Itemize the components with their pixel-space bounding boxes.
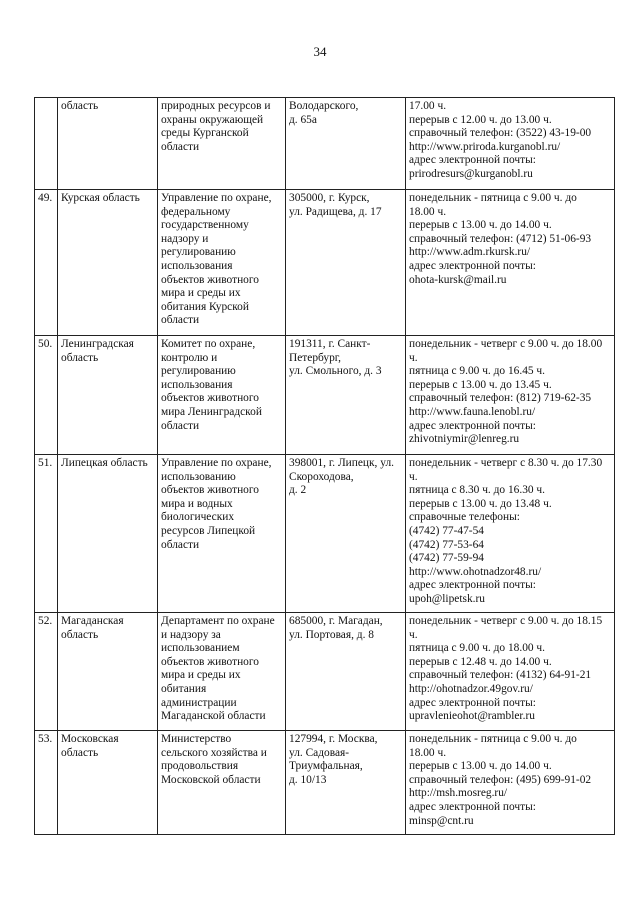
address-line: Володарского, [289, 100, 359, 112]
address-line: Петербург, [289, 351, 341, 364]
info-line: понедельник - пятница с 9.00 ч. до [409, 192, 577, 204]
website-link[interactable]: http://ohotnadzor.49gov.ru/ [409, 682, 533, 695]
info-line: справочный телефон: (812) 719-62-35 [409, 392, 592, 405]
email-link[interactable]: zhivotniymir@lenreg.ru [409, 433, 520, 446]
info-line: адрес электронной почты: [409, 419, 536, 432]
website-link[interactable]: http://www.priroda.kurganobl.ru/ [409, 140, 561, 153]
address-cell [286, 731, 406, 835]
agency-line: Комитет по охране, [161, 338, 256, 350]
address-line: 127994, г. Москва, [289, 733, 378, 745]
agency-line: обитания Курской [161, 300, 249, 313]
agency-line: области [161, 538, 200, 551]
agency-line: администрации [161, 696, 237, 709]
address-line: ул. Портовая, д. 8 [289, 628, 374, 641]
region-line: Магаданская [61, 615, 124, 627]
region-line: Липецкая область [61, 457, 148, 469]
agency-line: регулированию [161, 365, 236, 378]
region-line: Ленинградская [61, 338, 134, 350]
agency-line: сельского хозяйства и [161, 746, 267, 759]
info-line: справочные телефоны: [409, 511, 520, 524]
agency-line: Московской области [161, 773, 261, 786]
agency-line: мира и среды их [161, 669, 241, 682]
address-line: д. 10/13 [289, 773, 327, 786]
agency-line: области [161, 140, 200, 153]
agency-line: использованием [161, 642, 240, 655]
info-line: понедельник - четверг с 9.00 ч. до 18.15 [409, 615, 603, 627]
region-cell [58, 455, 158, 613]
agency-line: охраны окружающей [161, 113, 264, 126]
agency-line: ресурсов Липецкой [161, 524, 256, 537]
address-cell [286, 190, 406, 336]
region-cell [58, 336, 158, 455]
page-number: 34 [313, 44, 327, 59]
agency-cell [158, 731, 286, 835]
info-line: 17.00 ч. [409, 100, 447, 112]
info-cell [406, 731, 615, 835]
info-line: понедельник - четверг с 8.30 ч. до 17.30 [409, 457, 603, 469]
table-row [35, 731, 615, 835]
info-line: справочный телефон: (4712) 51-06-93 [409, 232, 592, 245]
agency-line: использования [161, 378, 233, 391]
info-line: ч. [409, 628, 418, 641]
agency-line: объектов животного [161, 655, 259, 668]
row-number-cell: 50. [35, 336, 58, 455]
address-cell [286, 336, 406, 455]
info-line: ч. [409, 351, 418, 364]
info-line: перерыв с 13.00 ч. до 14.00 ч. [409, 219, 552, 232]
agency-line: государственному [161, 219, 249, 232]
agency-line: объектов животного [161, 273, 259, 286]
address-line: 398001, г. Липецк, ул. [289, 457, 394, 469]
agencies-table [34, 97, 615, 835]
table-row [35, 455, 615, 613]
email-link[interactable]: upoh@lipetsk.ru [409, 592, 485, 605]
address-line: 191311, г. Санкт- [289, 338, 371, 350]
info-line: пятница с 9.00 ч. до 18.00 ч. [409, 642, 546, 655]
info-line: адрес электронной почты: [409, 696, 536, 709]
info-cell [406, 336, 615, 455]
info-line: справочный телефон: (4132) 64-91-21 [409, 669, 592, 682]
address-line: 685000, г. Магадан, [289, 615, 383, 627]
info-cell [406, 455, 615, 613]
info-line: адрес электронной почты: [409, 579, 536, 592]
info-line: 18.00 ч. [409, 205, 447, 218]
phone-line: (4742) 77-47-54 [409, 524, 484, 537]
agency-cell [158, 98, 286, 190]
info-line: перерыв с 12.00 ч. до 13.00 ч. [409, 113, 552, 126]
agency-line: регулированию [161, 246, 236, 259]
address-line: д. 2 [289, 484, 307, 497]
table-body [35, 98, 615, 835]
address-cell [286, 455, 406, 613]
region-line: область [61, 100, 99, 112]
info-line: перерыв с 13.00 ч. до 13.48 ч. [409, 497, 552, 510]
region-line: область [61, 351, 99, 364]
address-line: Скороходова, [289, 470, 354, 483]
info-line: адрес электронной почты: [409, 259, 536, 272]
agency-line: Департамент по охране [161, 615, 275, 627]
address-line: ул. Смольного, д. 3 [289, 365, 382, 378]
row-number-cell [35, 98, 58, 190]
agency-cell [158, 613, 286, 731]
address-cell [286, 98, 406, 190]
info-cell [406, 613, 615, 731]
row-number-cell: 49. [35, 190, 58, 336]
region-cell [58, 613, 158, 731]
agency-line: объектов животного [161, 392, 259, 405]
agency-line: надзору и [161, 232, 209, 245]
email-link[interactable]: minsp@cnt.ru [409, 814, 474, 827]
region-line: Московская [61, 733, 119, 745]
region-line: область [61, 746, 99, 759]
info-line: перерыв с 13.00 ч. до 14.00 ч. [409, 760, 552, 773]
table-row [35, 98, 615, 190]
agency-line: продовольствия [161, 760, 239, 773]
row-number-cell: 51. [35, 455, 58, 613]
region-line: область [61, 628, 99, 641]
email-link[interactable]: ohota-kursk@mail.ru [409, 273, 507, 286]
region-cell [58, 98, 158, 190]
agency-line: биологических [161, 511, 235, 524]
table-row [35, 613, 615, 731]
agency-cell [158, 455, 286, 613]
info-line: пятница с 9.00 ч. до 16.45 ч. [409, 365, 546, 378]
address-line: ул. Радищева, д. 17 [289, 205, 382, 218]
agency-line: области [161, 419, 200, 432]
agency-line: Управление по охране, [161, 192, 272, 204]
address-line: ул. Садовая- [289, 746, 350, 759]
agency-line: и надзору за [161, 628, 221, 641]
agency-cell [158, 190, 286, 336]
agency-line: федеральному [161, 205, 231, 218]
address-line: Триумфальная, [289, 760, 363, 773]
website-link[interactable]: http://www.ohotnadzor48.ru/ [409, 565, 542, 578]
info-line: понедельник - пятница с 9.00 ч. до [409, 733, 577, 745]
agency-line: мира Ленинградской [161, 405, 262, 418]
row-number-cell: 52. [35, 613, 58, 731]
table-row [35, 336, 615, 455]
region-cell [58, 731, 158, 835]
table-row [35, 190, 615, 336]
address-line: д. 65а [289, 113, 317, 126]
agency-cell [158, 336, 286, 455]
agency-line: объектов животного [161, 484, 259, 497]
agency-line: контролю и [161, 351, 218, 364]
region-cell [58, 190, 158, 336]
info-line: адрес электронной почты: [409, 800, 536, 813]
website-link[interactable]: http://www.adm.rkursk.ru/ [409, 246, 531, 259]
info-line: 18.00 ч. [409, 746, 447, 759]
info-line: пятница с 8.30 ч. до 16.30 ч. [409, 484, 546, 497]
agency-line: природных ресурсов и [161, 100, 271, 112]
agency-line: использованию [161, 470, 236, 483]
agency-line: обитания [161, 682, 207, 695]
agency-line: Магаданской области [161, 710, 266, 723]
agency-line: мира и среды их [161, 287, 241, 300]
info-line: понедельник - четверг с 9.00 ч. до 18.00 [409, 338, 603, 350]
info-line: справочный телефон: (3522) 43-19-00 [409, 127, 592, 140]
agency-line: Управление по охране, [161, 457, 272, 469]
info-line: справочный телефон: (495) 699-91-02 [409, 773, 592, 786]
row-number-cell: 53. [35, 731, 58, 835]
email-link[interactable]: prirodresurs@kurganobl.ru [409, 167, 533, 180]
agency-line: Министерство [161, 733, 232, 745]
website-link[interactable]: http://www.fauna.lenobl.ru/ [409, 405, 536, 418]
agency-line: среды Курганской [161, 127, 249, 140]
info-cell [406, 190, 615, 336]
info-line: перерыв с 12.48 ч. до 14.00 ч. [409, 655, 552, 668]
email-link[interactable]: upravlenieohot@rambler.ru [409, 710, 535, 723]
address-cell [286, 613, 406, 731]
info-line: адрес электронной почты: [409, 154, 536, 167]
phone-line: (4742) 77-53-64 [409, 538, 484, 551]
info-cell [406, 98, 615, 190]
region-line: Курская область [61, 192, 140, 204]
info-line: ч. [409, 470, 418, 483]
agency-line: использования [161, 259, 233, 272]
website-link[interactable]: http://msh.mosreg.ru/ [409, 787, 508, 800]
address-line: 305000, г. Курск, [289, 192, 370, 204]
phone-line: (4742) 77-59-94 [409, 552, 484, 565]
agency-line: области [161, 314, 200, 327]
info-line: перерыв с 13.00 ч. до 13.45 ч. [409, 378, 552, 391]
agency-line: мира и водных [161, 497, 233, 510]
